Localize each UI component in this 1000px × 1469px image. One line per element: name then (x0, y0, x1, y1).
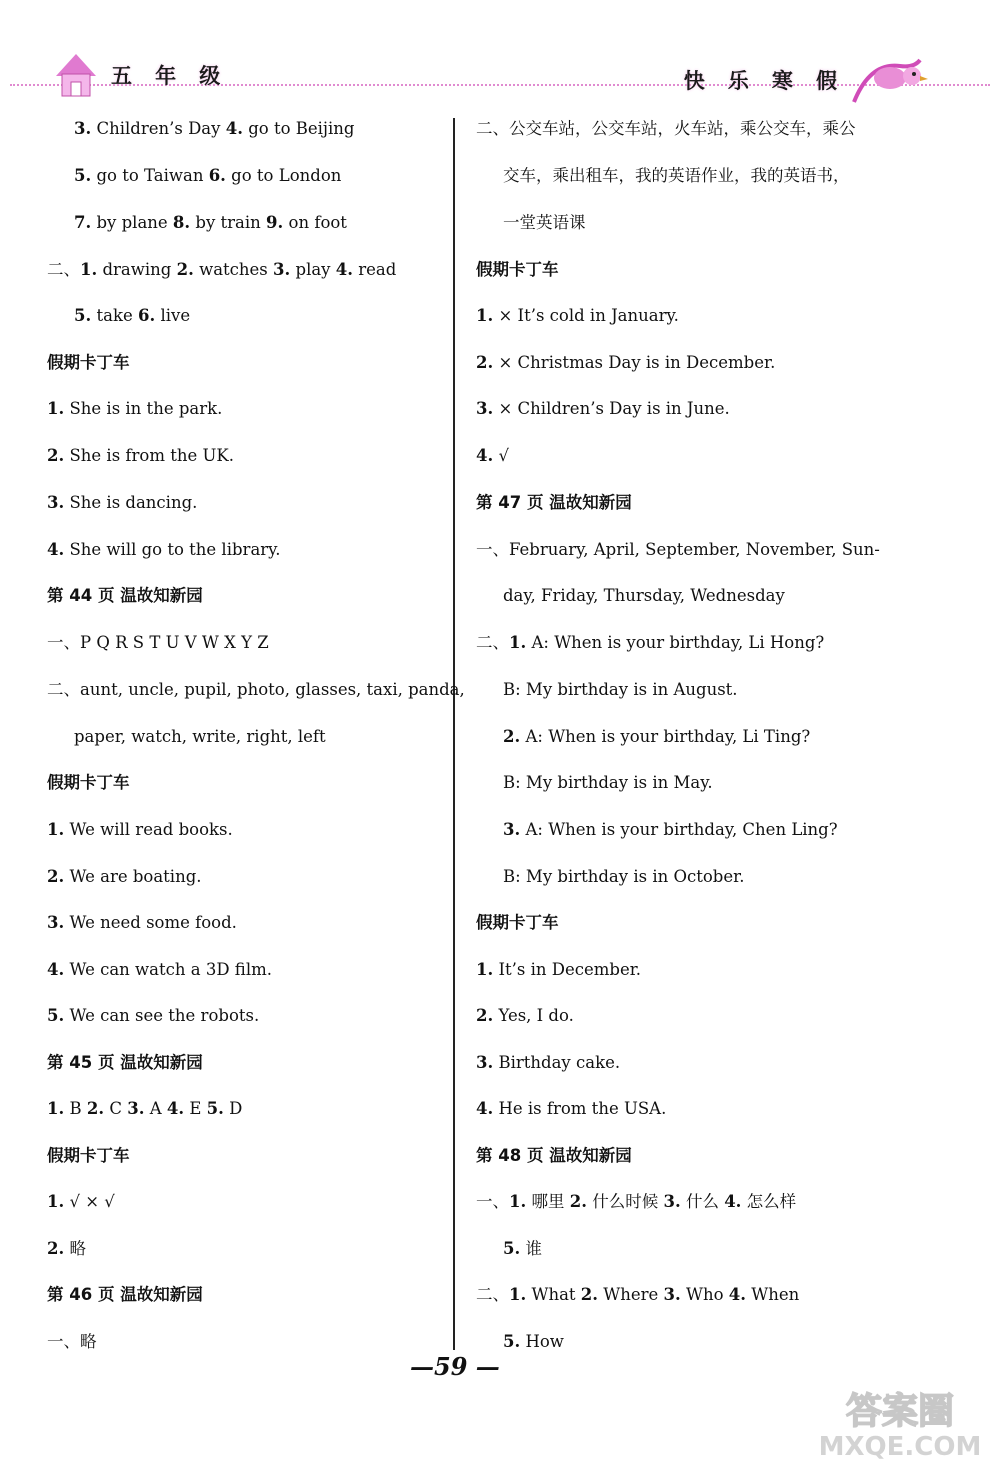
item-number: 2. (569, 1192, 587, 1211)
svg-text:MXQE.COM: MXQE.COM (818, 1432, 982, 1461)
answer-text: 怎么样 (741, 1192, 797, 1211)
item-number: 5. (503, 1239, 521, 1258)
answer-text: go to London (225, 166, 342, 185)
answer-line (47, 539, 281, 561)
answer-text: √ (493, 446, 509, 465)
answer-line (476, 305, 679, 327)
answer-text: √ × √ (64, 1192, 115, 1211)
item-number: 2. (476, 1006, 494, 1025)
answer-text: 二、 (47, 260, 80, 279)
holiday-label (675, 65, 846, 95)
item-number: 2. (503, 727, 521, 746)
answer-text: drawing (97, 260, 177, 279)
answer-text: D (223, 1099, 243, 1118)
holiday-char: 假 (816, 69, 837, 93)
holiday-char: 寒 (771, 69, 793, 93)
answer-text: Who (680, 1285, 729, 1304)
item-number: 4. (724, 1192, 742, 1211)
grade-char: 五 (111, 64, 132, 88)
item-number: 3. (47, 493, 65, 512)
answer-line (476, 398, 730, 420)
answer-line (503, 679, 738, 701)
section-heading (476, 259, 559, 281)
answer-text: She will go to the library. (64, 540, 281, 559)
item-number: 1. (509, 1192, 527, 1211)
answer-text: A: When is your birthday, Chen Ling? (520, 820, 838, 839)
item-number: 5. (74, 306, 92, 325)
item-number: 1. (47, 820, 65, 839)
answer-text: 二、aunt, uncle, pupil, photo, glasses, taxi, panda, (47, 680, 465, 699)
answer-line (47, 866, 202, 888)
item-number: 3. (663, 1192, 681, 1211)
item-number: 7. (74, 213, 92, 232)
answer-text: × Children’s Day is in June. (493, 399, 730, 418)
item-number: 1. (47, 1192, 65, 1211)
item-number: 1. (476, 306, 494, 325)
answer-line (476, 1191, 796, 1213)
answer-line (47, 492, 197, 514)
answer-line (47, 1191, 115, 1213)
item-number: 2. (47, 867, 65, 886)
answer-line (503, 772, 713, 794)
house-icon (54, 52, 98, 98)
section-heading (476, 912, 559, 934)
answer-text: 二、 (476, 633, 509, 652)
answer-text: E (184, 1099, 207, 1118)
answer-text: watches (193, 260, 274, 279)
item-number: 2. (176, 260, 194, 279)
answer-text: 二、公交车站，公交车站，火车站，乘公交车，乘公 (476, 119, 856, 138)
answer-text: B: My birthday is in May. (503, 773, 713, 792)
answer-text: play (290, 260, 336, 279)
answer-line (47, 398, 222, 420)
answer-line (476, 539, 880, 561)
answer-text: B: My birthday is in August. (503, 680, 738, 699)
answer-line (476, 1098, 666, 1120)
item-number: 4. (225, 119, 243, 138)
answer-text: B (64, 1099, 87, 1118)
item-number: 3. (476, 399, 494, 418)
answer-line (503, 819, 838, 841)
answer-line (503, 585, 785, 607)
answer-text: 第 48 页 温故知新园 (476, 1146, 632, 1165)
item-number: 3. (663, 1285, 681, 1304)
answer-text: 第 47 页 温故知新园 (476, 493, 632, 512)
item-number: 3. (47, 913, 65, 932)
answer-text: Where (598, 1285, 664, 1304)
answer-line (47, 819, 233, 841)
item-number: 3. (74, 119, 92, 138)
answer-text: What (526, 1285, 581, 1304)
answer-line (47, 1005, 259, 1027)
answer-text: 略 (64, 1239, 86, 1258)
answer-text: read (353, 260, 397, 279)
answer-line (476, 118, 856, 140)
item-number: 5. (47, 1006, 65, 1025)
page-number: —59 — (410, 1352, 500, 1381)
section-heading (47, 352, 130, 374)
item-number: 3. (127, 1099, 145, 1118)
answer-line (47, 959, 272, 981)
item-number: 2. (47, 1239, 65, 1258)
answer-text: go to Taiwan (91, 166, 209, 185)
answer-line (503, 1238, 542, 1260)
answer-text: It’s in December. (493, 960, 642, 979)
answer-line (476, 352, 775, 374)
answer-line (47, 259, 396, 281)
answer-text: × It’s cold in January. (493, 306, 679, 325)
answer-text: by plane (91, 213, 173, 232)
answer-line (47, 1098, 242, 1120)
answer-text: Birthday cake. (493, 1053, 621, 1072)
item-number: 6. (208, 166, 226, 185)
answer-text: 一、 (476, 1192, 509, 1211)
answer-text: A (144, 1099, 167, 1118)
section-heading (476, 1145, 632, 1167)
answer-text: go to Beijing (242, 119, 355, 138)
item-number: 1. (47, 1099, 65, 1118)
answer-text: 一、略 (47, 1332, 97, 1351)
item-number: 3. (273, 260, 291, 279)
grade-char: 级 (199, 64, 221, 88)
answer-line (47, 445, 234, 467)
item-number: 3. (503, 820, 521, 839)
answer-text: Children’s Day (91, 119, 226, 138)
item-number: 5. (206, 1099, 224, 1118)
answer-line (476, 1005, 574, 1027)
answer-line (476, 959, 641, 981)
grade-char: 年 (155, 64, 177, 88)
answer-text: by train (190, 213, 267, 232)
answer-text: She is from the UK. (64, 446, 234, 465)
section-heading (476, 492, 632, 514)
answer-text: We can see the robots. (64, 1006, 260, 1025)
answer-line (476, 1052, 620, 1074)
answer-text: 假期卡丁车 (47, 773, 130, 792)
answer-line (47, 632, 269, 654)
answer-text: When (746, 1285, 800, 1304)
answer-text: 一、P Q R S T U V W X Y Z (47, 633, 269, 652)
answer-text: 第 46 页 温故知新园 (47, 1285, 203, 1304)
answer-line (74, 726, 326, 748)
item-number: 4. (47, 540, 65, 559)
answer-text: 假期卡丁车 (476, 260, 559, 279)
section-heading (47, 1145, 130, 1167)
holiday-char: 乐 (727, 69, 749, 93)
answer-text: paper, watch, write, right, left (74, 727, 326, 746)
item-number: 2. (476, 353, 494, 372)
answer-text: live (155, 306, 191, 325)
item-number: 5. (74, 166, 92, 185)
answer-line (476, 445, 509, 467)
answer-line (503, 866, 744, 888)
answer-line (47, 679, 465, 701)
svg-text:答案圈: 答案圈 (845, 1391, 955, 1432)
grade-label (102, 60, 229, 90)
answer-text: 谁 (520, 1239, 542, 1258)
holiday-char: 快 (683, 69, 705, 93)
answer-line (74, 212, 347, 234)
answer-text: 一、February, April, September, November, Sun- (476, 540, 880, 559)
answer-text: × Christmas Day is in December. (493, 353, 776, 372)
answer-line (503, 726, 810, 748)
answer-text: A: When is your birthday, Li Hong? (526, 633, 825, 652)
answer-text: How (520, 1332, 564, 1351)
item-number: 1. (47, 399, 65, 418)
answer-text: C (104, 1099, 128, 1118)
header-left (54, 52, 229, 98)
answer-text: We are boating. (64, 867, 202, 886)
item-number: 4. (476, 1099, 494, 1118)
header-right (675, 52, 930, 108)
section-heading (47, 1052, 203, 1074)
column-divider (453, 118, 455, 1350)
item-number: 1. (80, 260, 98, 279)
answer-text: 一堂英语课 (503, 213, 586, 232)
answer-line (47, 1238, 86, 1260)
item-number: 2. (47, 446, 65, 465)
item-number: 1. (476, 960, 494, 979)
answer-text: 假期卡丁车 (476, 913, 559, 932)
answer-line (476, 1284, 799, 1306)
answer-text: She is dancing. (64, 493, 198, 512)
bird-icon (850, 52, 930, 108)
answer-line (503, 212, 586, 234)
answer-line (503, 1331, 564, 1353)
item-number: 4. (476, 446, 494, 465)
answer-text: We will read books. (64, 820, 233, 839)
answer-text: B: My birthday is in October. (503, 867, 745, 886)
section-heading (47, 772, 130, 794)
answer-text: 假期卡丁车 (47, 1146, 130, 1165)
answer-text: Yes, I do. (493, 1006, 574, 1025)
answer-text: 什么时候 (586, 1192, 664, 1211)
answer-line (47, 912, 237, 934)
answer-text: on foot (283, 213, 347, 232)
item-number: 6. (137, 306, 156, 325)
item-number: 2. (86, 1099, 105, 1118)
item-number: 1. (509, 633, 527, 652)
item-number: 9. (266, 213, 284, 232)
answer-text: We can watch a 3D film. (64, 960, 272, 979)
answer-line (74, 165, 341, 187)
answer-line (503, 165, 850, 187)
answer-text: He is from the USA. (493, 1099, 667, 1118)
item-number: 1. (509, 1285, 527, 1304)
answer-line (47, 1331, 97, 1353)
answer-text: 什么 (680, 1192, 725, 1211)
section-heading (47, 1284, 203, 1306)
answer-text: 交车，乘出租车，我的英语作业，我的英语书， (503, 166, 850, 185)
answer-text: take (91, 306, 138, 325)
answer-text: She is in the park. (64, 399, 223, 418)
item-number: 4. (335, 260, 353, 279)
answer-text: 第 44 页 温故知新园 (47, 586, 203, 605)
answer-text: 第 45 页 温故知新园 (47, 1053, 203, 1072)
answer-text: 假期卡丁车 (47, 353, 130, 372)
item-number: 2. (580, 1285, 599, 1304)
item-number: 8. (172, 213, 191, 232)
answer-text: 哪里 (526, 1192, 570, 1211)
watermark-logo (810, 1383, 990, 1461)
item-number: 4. (728, 1285, 746, 1304)
answer-line (74, 305, 190, 327)
item-number: 5. (503, 1332, 521, 1351)
section-heading (47, 585, 203, 607)
item-number: 4. (47, 960, 65, 979)
answer-text: 二、 (476, 1285, 509, 1304)
answer-line (74, 118, 355, 140)
item-number: 3. (476, 1053, 494, 1072)
answer-text: A: When is your birthday, Li Ting? (520, 727, 811, 746)
answer-text: day, Friday, Thursday, Wednesday (503, 586, 785, 605)
item-number: 4. (166, 1099, 185, 1118)
answer-line (476, 632, 824, 654)
answer-text: We need some food. (64, 913, 237, 932)
